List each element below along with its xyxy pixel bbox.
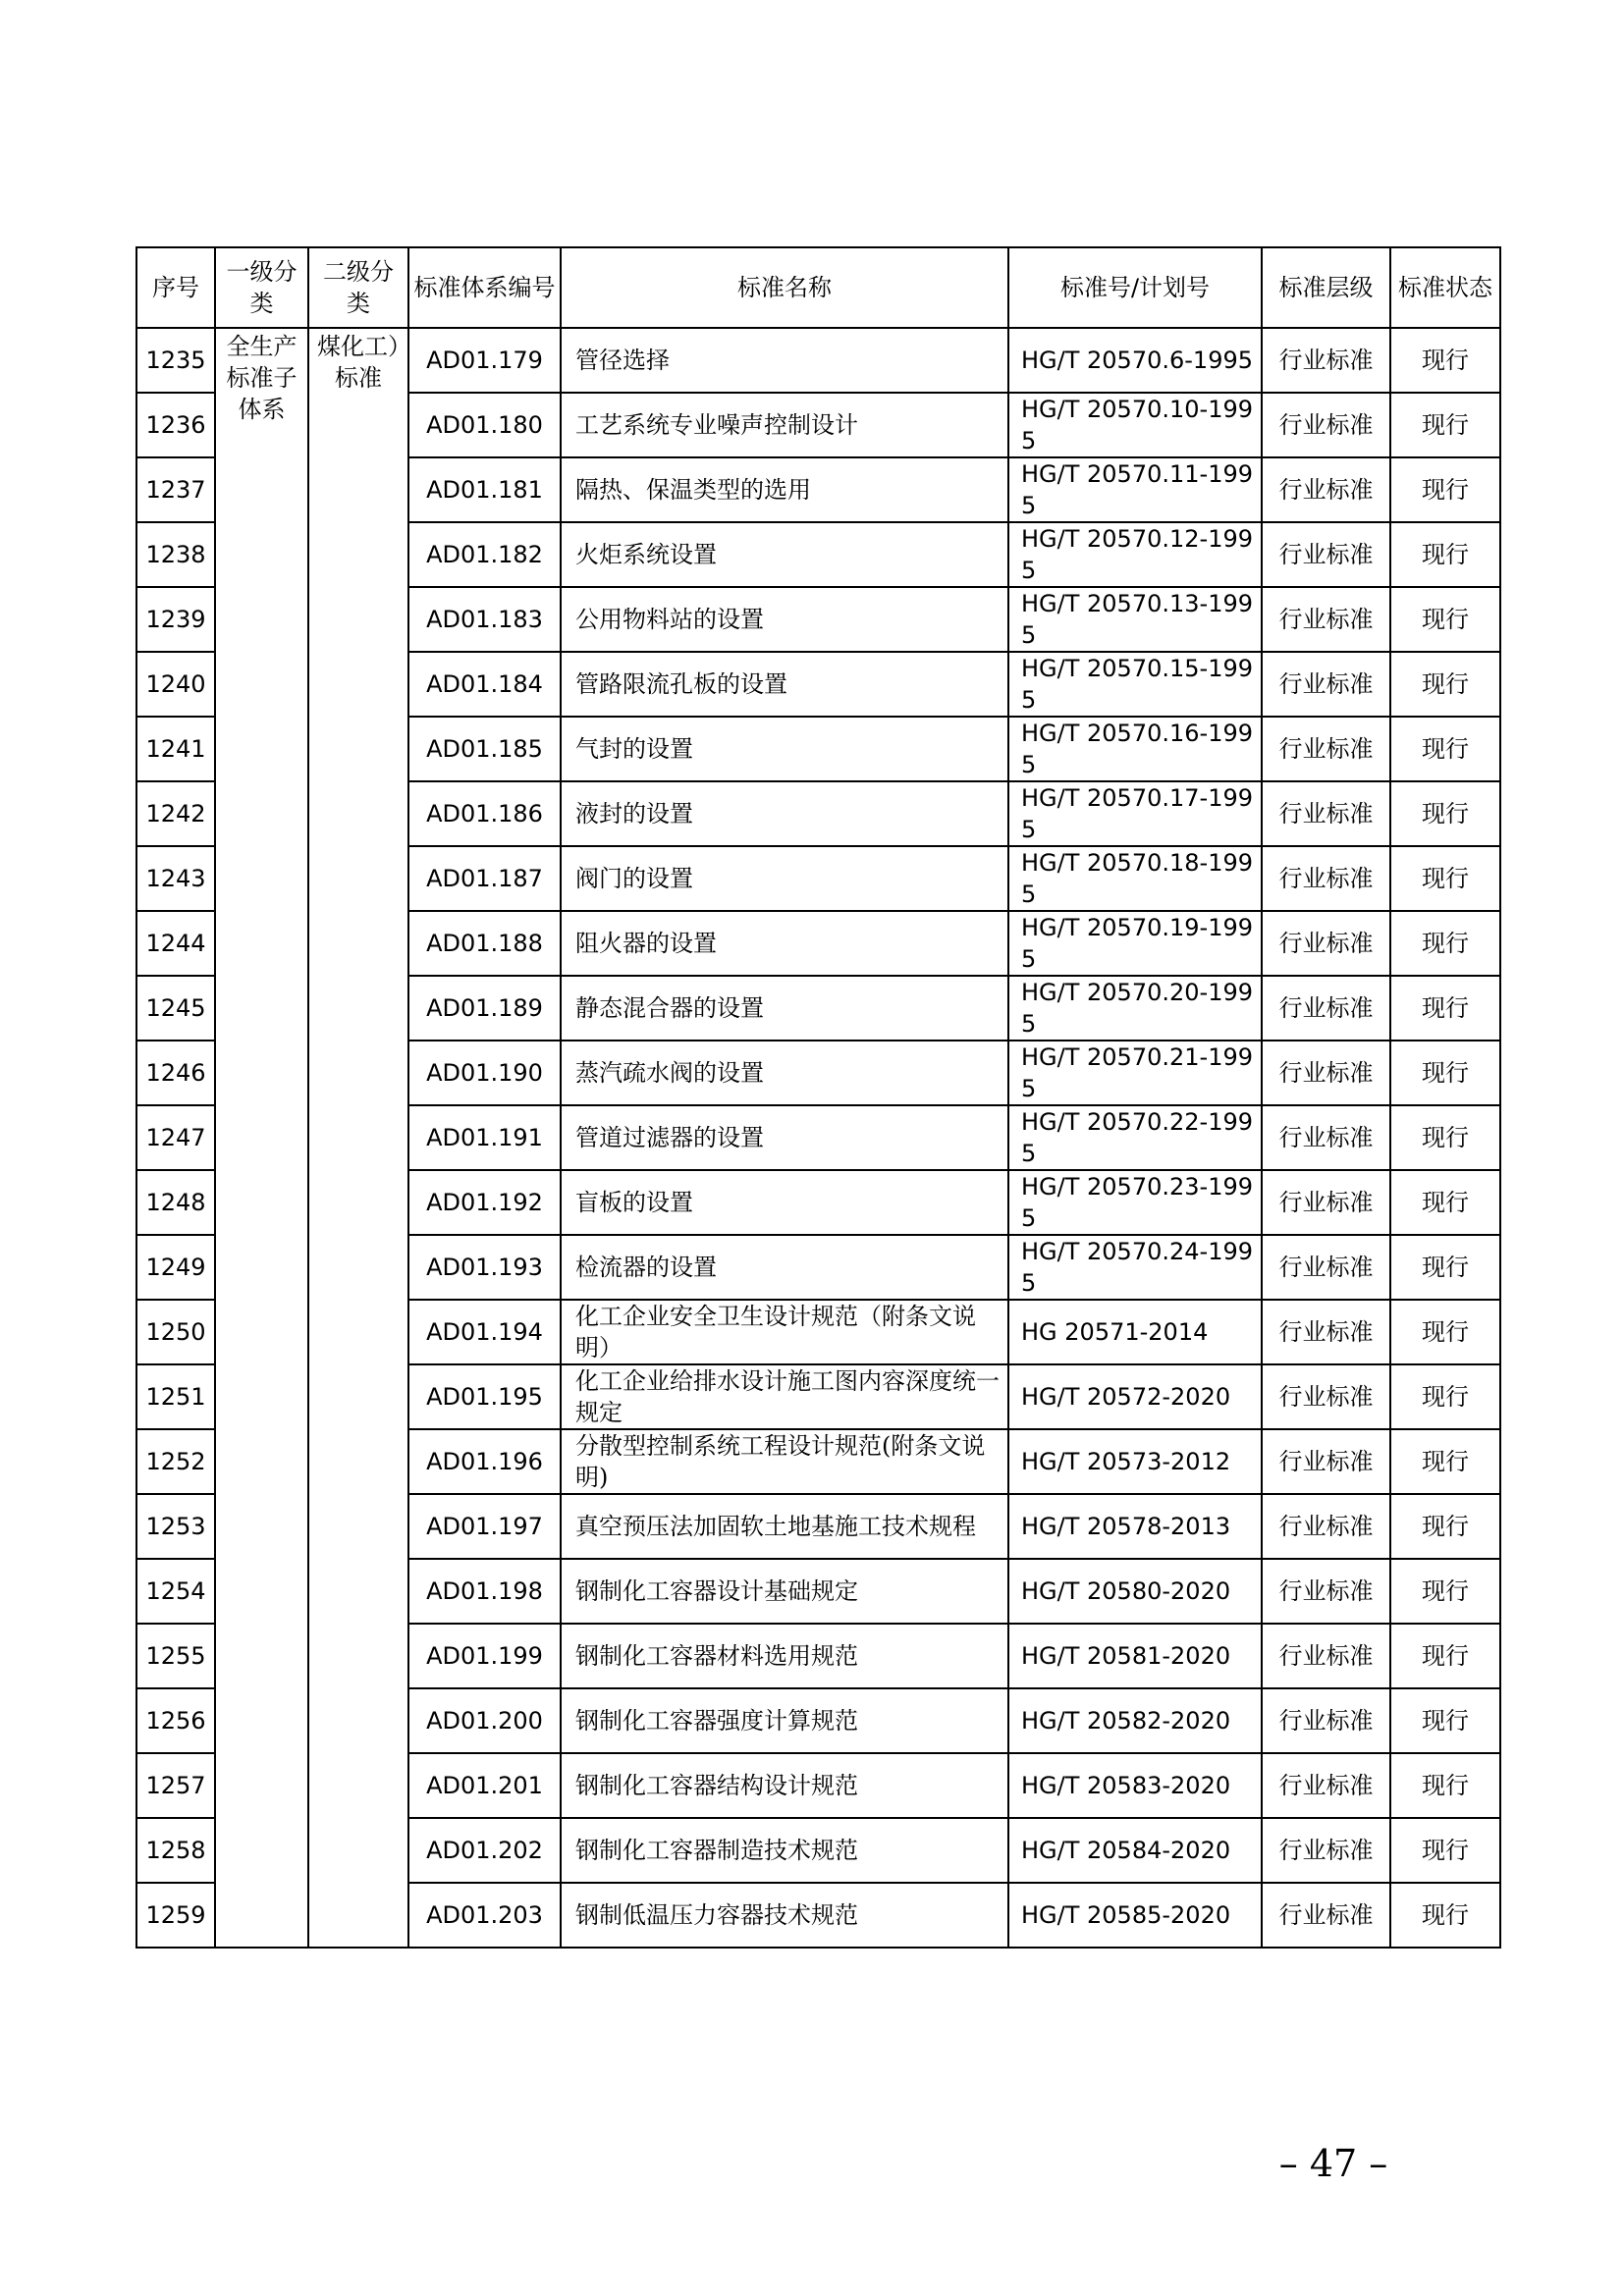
row-standard-number: HG 20571-2014 [1008, 1300, 1262, 1364]
row-standard-name: 分散型控制系统工程设计规范(附条文说明) [561, 1429, 1008, 1494]
header-standard-name: 标准名称 [561, 247, 1008, 328]
header-level1-category: 一级分类 [215, 247, 308, 328]
row-standard-level: 行业标准 [1262, 911, 1390, 976]
row-standard-status: 现行 [1390, 1041, 1500, 1105]
row-standard-name: 火炬系统设置 [561, 522, 1008, 587]
row-standard-name: 公用物料站的设置 [561, 587, 1008, 652]
page-number: – 47 – [1278, 2142, 1388, 2185]
row-standard-status: 现行 [1390, 717, 1500, 781]
row-standard-status: 现行 [1390, 457, 1500, 522]
row-standard-level: 行业标准 [1262, 846, 1390, 911]
row-standard-level: 行业标准 [1262, 1364, 1390, 1429]
row-standard-number: HG/T 20570.12-1995 [1008, 522, 1262, 587]
header-standard-status: 标准状态 [1390, 247, 1500, 328]
row-seq: 1258 [136, 1818, 215, 1883]
row-system-code: AD01.201 [408, 1753, 561, 1818]
row-standard-number: HG/T 20584-2020 [1008, 1818, 1262, 1883]
row-system-code: AD01.186 [408, 781, 561, 846]
row-standard-status: 现行 [1390, 1494, 1500, 1559]
row-seq: 1247 [136, 1105, 215, 1170]
row-seq: 1259 [136, 1883, 215, 1948]
row-system-code: AD01.199 [408, 1624, 561, 1688]
row-standard-status: 现行 [1390, 1364, 1500, 1429]
row-seq: 1241 [136, 717, 215, 781]
row-system-code: AD01.198 [408, 1559, 561, 1624]
row-standard-status: 现行 [1390, 1429, 1500, 1494]
row-seq: 1243 [136, 846, 215, 911]
row-seq: 1235 [136, 328, 215, 393]
row-standard-level: 行业标准 [1262, 652, 1390, 717]
row-seq: 1244 [136, 911, 215, 976]
level1-category: 全生产标准子体系 [215, 328, 308, 1948]
row-standard-level: 行业标准 [1262, 781, 1390, 846]
row-standard-status: 现行 [1390, 781, 1500, 846]
row-standard-status: 现行 [1390, 1883, 1500, 1948]
row-standard-number: HG/T 20570.15-1995 [1008, 652, 1262, 717]
row-standard-number: HG/T 20570.16-1995 [1008, 717, 1262, 781]
row-standard-level: 行业标准 [1262, 328, 1390, 393]
row-standard-number: HG/T 20570.13-1995 [1008, 587, 1262, 652]
row-standard-status: 现行 [1390, 393, 1500, 457]
row-standard-name: 液封的设置 [561, 781, 1008, 846]
row-standard-name: 静态混合器的设置 [561, 976, 1008, 1041]
row-system-code: AD01.202 [408, 1818, 561, 1883]
row-standard-name: 钢制化工容器结构设计规范 [561, 1753, 1008, 1818]
row-standard-level: 行业标准 [1262, 1753, 1390, 1818]
row-seq: 1255 [136, 1624, 215, 1688]
row-standard-level: 行业标准 [1262, 1688, 1390, 1753]
row-standard-level: 行业标准 [1262, 976, 1390, 1041]
row-system-code: AD01.188 [408, 911, 561, 976]
row-standard-status: 现行 [1390, 328, 1500, 393]
row-standard-status: 现行 [1390, 1105, 1500, 1170]
row-standard-number: HG/T 20581-2020 [1008, 1624, 1262, 1688]
row-standard-number: HG/T 20570.19-1995 [1008, 911, 1262, 976]
row-seq: 1253 [136, 1494, 215, 1559]
row-system-code: AD01.180 [408, 393, 561, 457]
row-seq: 1251 [136, 1364, 215, 1429]
row-standard-level: 行业标准 [1262, 1559, 1390, 1624]
row-seq: 1250 [136, 1300, 215, 1364]
row-standard-name: 钢制化工容器强度计算规范 [561, 1688, 1008, 1753]
row-standard-number: HG/T 20570.23-1995 [1008, 1170, 1262, 1235]
row-standard-number: HG/T 20582-2020 [1008, 1688, 1262, 1753]
row-seq: 1236 [136, 393, 215, 457]
standards-table [135, 246, 1501, 1949]
header-standard-number: 标准号/计划号 [1008, 247, 1262, 328]
row-seq: 1245 [136, 976, 215, 1041]
row-standard-number: HG/T 20570.24-1995 [1008, 1235, 1262, 1300]
row-standard-level: 行业标准 [1262, 1300, 1390, 1364]
row-seq: 1254 [136, 1559, 215, 1624]
row-standard-number: HG/T 20570.20-1995 [1008, 976, 1262, 1041]
row-standard-status: 现行 [1390, 1559, 1500, 1624]
row-standard-name: 蒸汽疏水阀的设置 [561, 1041, 1008, 1105]
row-system-code: AD01.194 [408, 1300, 561, 1364]
row-system-code: AD01.189 [408, 976, 561, 1041]
row-standard-level: 行业标准 [1262, 457, 1390, 522]
row-standard-level: 行业标准 [1262, 1170, 1390, 1235]
row-standard-name: 盲板的设置 [561, 1170, 1008, 1235]
row-system-code: AD01.191 [408, 1105, 561, 1170]
row-standard-status: 现行 [1390, 1688, 1500, 1753]
row-standard-status: 现行 [1390, 1300, 1500, 1364]
row-system-code: AD01.179 [408, 328, 561, 393]
row-standard-level: 行业标准 [1262, 1494, 1390, 1559]
row-seq: 1238 [136, 522, 215, 587]
row-system-code: AD01.187 [408, 846, 561, 911]
row-system-code: AD01.193 [408, 1235, 561, 1300]
row-standard-name: 阻火器的设置 [561, 911, 1008, 976]
row-standard-number: HG/T 20570.10-1995 [1008, 393, 1262, 457]
row-standard-name: 钢制低温压力容器技术规范 [561, 1883, 1008, 1948]
row-seq: 1242 [136, 781, 215, 846]
row-system-code: AD01.185 [408, 717, 561, 781]
row-seq: 1256 [136, 1688, 215, 1753]
row-system-code: AD01.182 [408, 522, 561, 587]
row-standard-level: 行业标准 [1262, 1624, 1390, 1688]
row-standard-level: 行业标准 [1262, 587, 1390, 652]
row-seq: 1249 [136, 1235, 215, 1300]
row-seq: 1257 [136, 1753, 215, 1818]
row-standard-level: 行业标准 [1262, 522, 1390, 587]
header-system-code: 标准体系编号 [408, 247, 561, 328]
row-standard-level: 行业标准 [1262, 393, 1390, 457]
row-standard-name: 化工企业给排水设计施工图内容深度统一规定 [561, 1364, 1008, 1429]
row-standard-number: HG/T 20570.6-1995 [1008, 328, 1262, 393]
row-standard-name: 钢制化工容器材料选用规范 [561, 1624, 1008, 1688]
row-standard-status: 现行 [1390, 976, 1500, 1041]
row-standard-number: HG/T 20573-2012 [1008, 1429, 1262, 1494]
row-system-code: AD01.200 [408, 1688, 561, 1753]
row-standard-name: 化工企业安全卫生设计规范（附条文说明） [561, 1300, 1008, 1364]
row-seq: 1246 [136, 1041, 215, 1105]
row-standard-level: 行业标准 [1262, 1429, 1390, 1494]
row-standard-status: 现行 [1390, 1753, 1500, 1818]
row-standard-name: 真空预压法加固软土地基施工技术规程 [561, 1494, 1008, 1559]
row-system-code: AD01.203 [408, 1883, 561, 1948]
row-standard-status: 现行 [1390, 1235, 1500, 1300]
row-standard-status: 现行 [1390, 846, 1500, 911]
row-standard-name: 隔热、保温类型的选用 [561, 457, 1008, 522]
row-standard-name: 阀门的设置 [561, 846, 1008, 911]
row-system-code: AD01.192 [408, 1170, 561, 1235]
row-standard-number: HG/T 20570.11-1995 [1008, 457, 1262, 522]
row-standard-status: 现行 [1390, 1170, 1500, 1235]
row-seq: 1239 [136, 587, 215, 652]
row-standard-name: 气封的设置 [561, 717, 1008, 781]
row-standard-number: HG/T 20583-2020 [1008, 1753, 1262, 1818]
row-standard-number: HG/T 20570.21-1995 [1008, 1041, 1262, 1105]
row-system-code: AD01.196 [408, 1429, 561, 1494]
level2-category: 煤化工）标准 [308, 328, 408, 1948]
row-system-code: AD01.184 [408, 652, 561, 717]
row-system-code: AD01.183 [408, 587, 561, 652]
row-standard-name: 工艺系统专业噪声控制设计 [561, 393, 1008, 457]
row-standard-status: 现行 [1390, 587, 1500, 652]
row-standard-level: 行业标准 [1262, 1105, 1390, 1170]
header-standard-level: 标准层级 [1262, 247, 1390, 328]
row-standard-level: 行业标准 [1262, 1818, 1390, 1883]
row-system-code: AD01.197 [408, 1494, 561, 1559]
row-standard-number: HG/T 20570.18-1995 [1008, 846, 1262, 911]
row-standard-name: 钢制化工容器设计基础规定 [561, 1559, 1008, 1624]
row-standard-status: 现行 [1390, 652, 1500, 717]
header-row [136, 247, 1500, 328]
table-body [136, 328, 1500, 1948]
row-standard-name: 钢制化工容器制造技术规范 [561, 1818, 1008, 1883]
row-standard-number: HG/T 20570.17-1995 [1008, 781, 1262, 846]
row-system-code: AD01.195 [408, 1364, 561, 1429]
row-standard-status: 现行 [1390, 1818, 1500, 1883]
row-seq: 1252 [136, 1429, 215, 1494]
row-seq: 1237 [136, 457, 215, 522]
row-standard-number: HG/T 20570.22-1995 [1008, 1105, 1262, 1170]
row-standard-status: 现行 [1390, 911, 1500, 976]
row-standard-level: 行业标准 [1262, 1235, 1390, 1300]
row-standard-name: 管道过滤器的设置 [561, 1105, 1008, 1170]
header-level2-category: 二级分类 [308, 247, 408, 328]
row-standard-status: 现行 [1390, 522, 1500, 587]
table-row [136, 328, 1500, 393]
row-standard-level: 行业标准 [1262, 1883, 1390, 1948]
row-standard-name: 管路限流孔板的设置 [561, 652, 1008, 717]
row-system-code: AD01.181 [408, 457, 561, 522]
row-standard-number: HG/T 20585-2020 [1008, 1883, 1262, 1948]
row-standard-status: 现行 [1390, 1624, 1500, 1688]
row-standard-level: 行业标准 [1262, 717, 1390, 781]
row-standard-number: HG/T 20578-2013 [1008, 1494, 1262, 1559]
row-standard-name: 检流器的设置 [561, 1235, 1008, 1300]
row-seq: 1240 [136, 652, 215, 717]
row-standard-number: HG/T 20580-2020 [1008, 1559, 1262, 1624]
row-standard-level: 行业标准 [1262, 1041, 1390, 1105]
row-system-code: AD01.190 [408, 1041, 561, 1105]
row-seq: 1248 [136, 1170, 215, 1235]
row-standard-number: HG/T 20572-2020 [1008, 1364, 1262, 1429]
row-standard-name: 管径选择 [561, 328, 1008, 393]
header-seq: 序号 [136, 247, 215, 328]
